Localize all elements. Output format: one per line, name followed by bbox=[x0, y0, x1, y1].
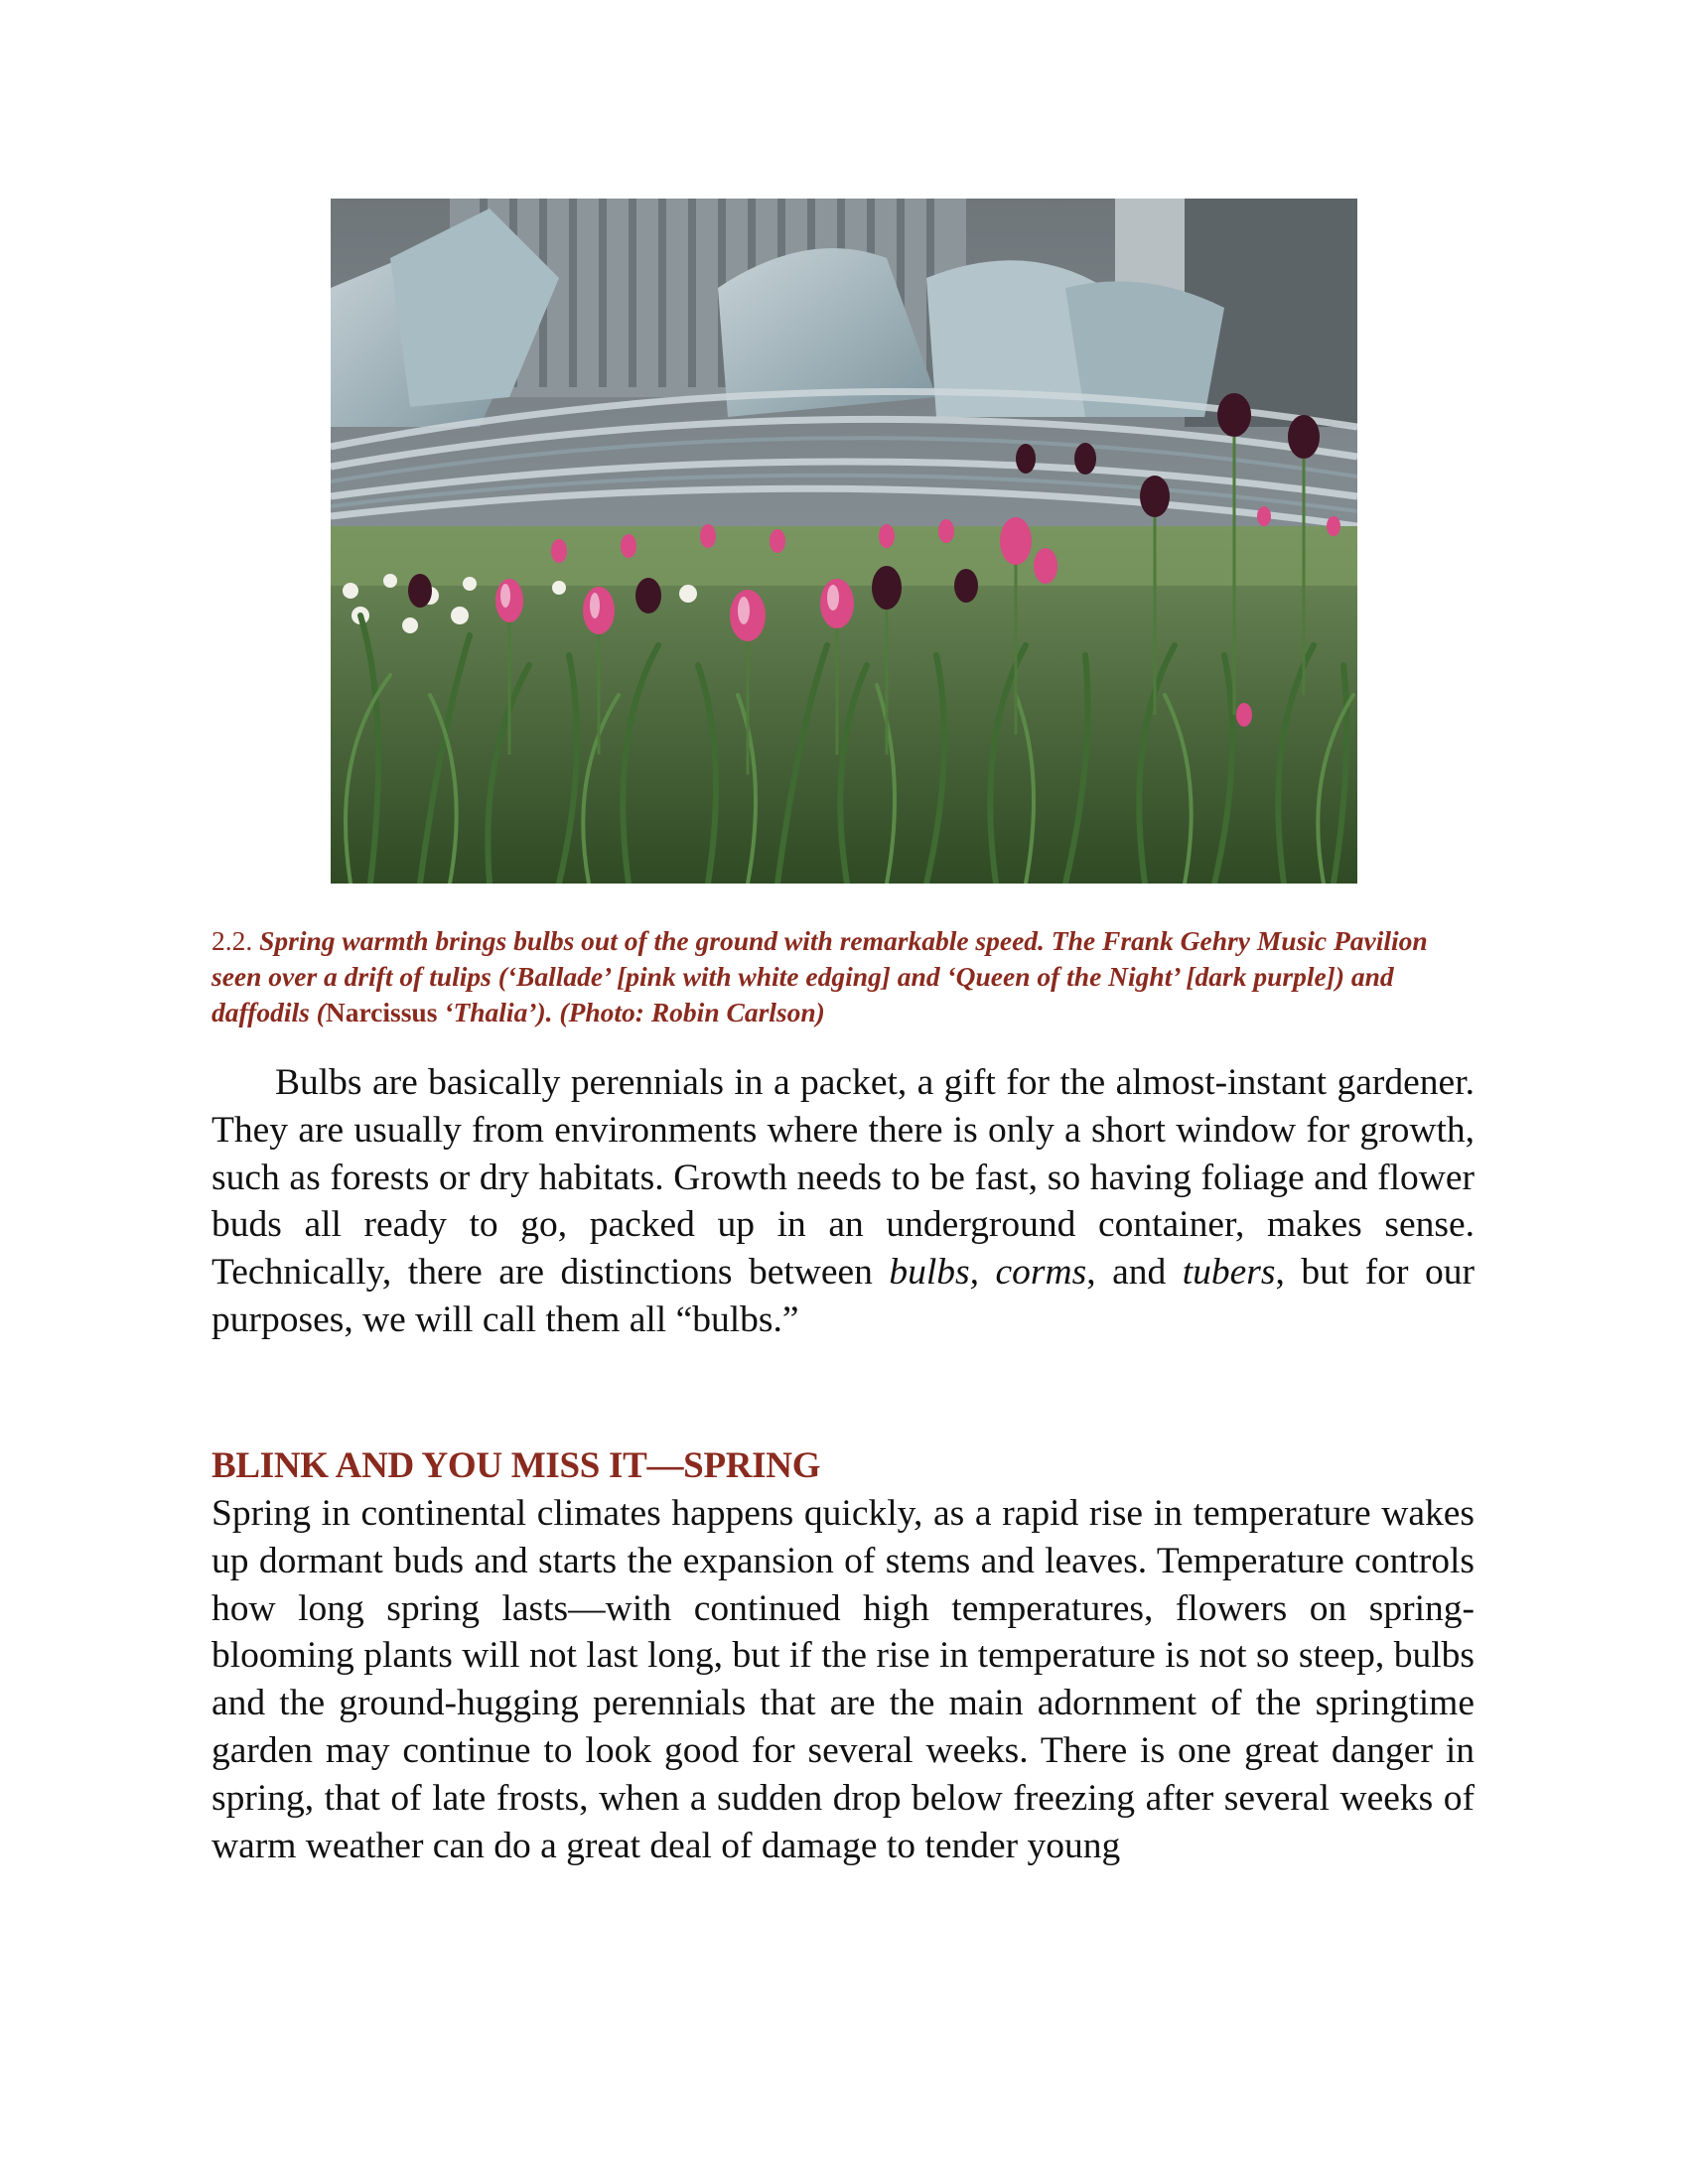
intro-text-3: , but for our purposes, we will call them all “bulbs.” bbox=[211, 1252, 1475, 1340]
intro-paragraph bbox=[211, 1059, 1475, 1344]
intro-text-1: Bulbs are basically perennials in a packet, a gift for the almost-instant gardener. They are usually from environments where there is only a short window for growth, such as forests or dry habitats. Growth needs to be fast, so having foliage and flower buds all ready to go, packed up in an underground container, makes sense. Technically, there are distinctions between bbox=[211, 1062, 1475, 1294]
photo-illustration bbox=[331, 199, 1357, 884]
intro-term-bulbs-corms: bulbs, corms bbox=[889, 1252, 1087, 1294]
intro-term-tubers: tubers bbox=[1182, 1252, 1276, 1294]
section-heading: BLINK AND YOU MISS IT—SPRING bbox=[211, 1445, 821, 1486]
caption-text: Spring warmth brings bulbs out of the ground with remarkable speed. The Frank Gehry Music Pavilion seen over a drift of tulips (‘Ballade’ [pink with white edging] and ‘Queen of the Night’ [dark purple]) and daffodils ( bbox=[211, 925, 1428, 1027]
tulip-pavilion-photo bbox=[331, 199, 1357, 884]
figure-number: 2.2. bbox=[211, 925, 253, 956]
caption-credit: ). (Photo: Robin Carlson) bbox=[536, 997, 825, 1027]
caption-genus: Narcissus bbox=[325, 997, 438, 1027]
caption-cultivar: ‘Thalia’ bbox=[437, 997, 537, 1027]
intro-text-2: , and bbox=[1086, 1252, 1183, 1294]
spring-paragraph: Spring in continental climates happens quickly, as a rapid rise in temperature wakes up dormant buds and starts the expansion of stems and leaves. Temperature controls how long spring lasts—with continued high temperatures, flowers on spring-blooming plants will not last long, but if the rise in temperature is not so steep, bulbs and the ground-hugging perennials that are the main adornment of the springtime garden may continue to look good for several weeks. There is one great danger in spring, that of late frosts, when a sudden drop below freezing after several weeks of warm weather can do a great deal of damage to tender young bbox=[211, 1493, 1475, 1866]
figure-caption bbox=[211, 923, 1475, 1030]
